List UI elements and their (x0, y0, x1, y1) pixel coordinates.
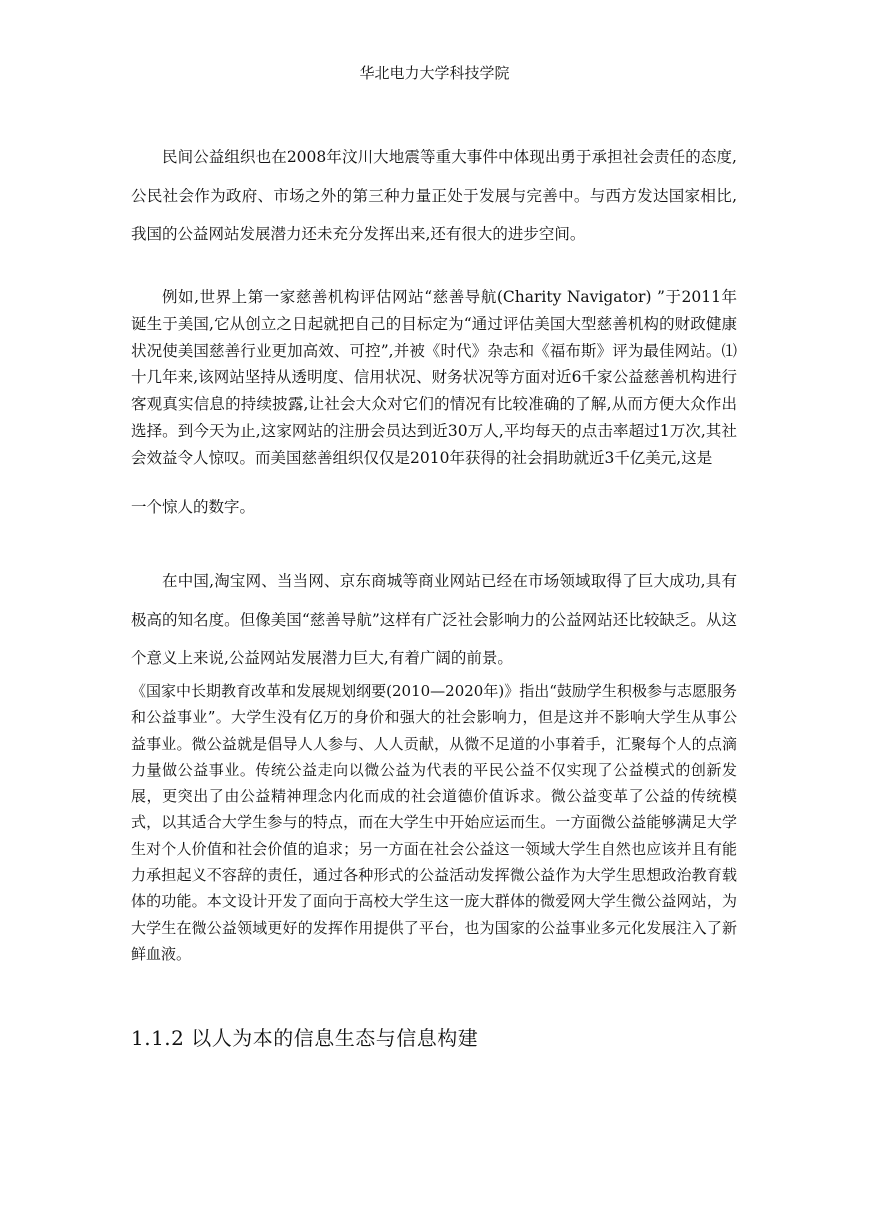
paragraph-2: 例如,世界上第一家慈善机构评估网站“慈善导航(Charity Navigator) ”于2011年诞生于美国,它从创立之日起就把自己的目标定为“通过评估美国大型慈善机构的财政健康状况使美国慈善行业更加高效、可控”,并被《时代》杂志和《福布斯》评为最佳网站。⑴十几年来,该网站坚持从透明度、信用状况、财务状况等方面对近6千家公益慈善机构进行客观真实信息的持续披露,让社会大众对它们的情况有比较准确的了解,从而方便大众作出选择。到今天为止,这家网站的注册会员达到近30万人,平均每天的点击率超过1万次,其社会效益令人惊叹。而美国慈善组织仅仅是2010年获得的社会捐助就近3千亿美元,这是 (131, 288, 737, 467)
paragraph-1: 民间公益组织也在2008年汶川大地震等重大事件中体现出勇于承担社会责任的态度,公民社会作为政府、市场之外的第三种力量正处于发展与完善中。与西方发达国家相比,我国的公益网站发展潜力还未充分发挥出来,还有很大的进步空间。 (131, 148, 737, 243)
paragraph-2-tail: 一个惊人的数字。 (131, 498, 256, 516)
paragraph-3: 在中国,淘宝网、当当网、京东商城等商业网站已经在市场领域取得了巨大成功,具有极高的知名度。但像美国“慈善导航”这样有广泛社会影响力的公益网站还比较缺乏。从这个意义上来说,公益网站发展潜力巨大,有着广阔的前景。 (131, 572, 737, 667)
section-heading: 1.1.2 以人为本的信息生态与信息构建 (131, 1026, 479, 1050)
page-header: 华北电力大学科技学院 (359, 64, 510, 82)
paragraph-4: 《国家中长期教育改革和发展规划纲要(2010—2020年)》指出“鼓励学生积极参与志愿服务和公益事业”。大学生没有亿万的身价和强大的社会影响力，但是这并不影响大学生从事公益事业。微公益就是倡导人人参与、人人贡献，从微不足道的小事着手，汇聚每个人的点滴力量做公益事业。传统公益走向以微公益为代表的平民公益不仅实现了公益模式的创新发展，更突出了由公益精神理念内化而成的社会道德价值诉求。微公益变革了公益的传统模式，以其适合大学生参与的特点，而在大学生中开始应运而生。一方面微公益能够满足大学生对个人价值和社会价值的追求；另一方面在社会公益这一领域大学生自然也应该并且有能力承担起义不容辞的责任，通过各种形式的公益活动发挥微公益作为大学生思想政治教育载体的功能。本文设计开发了面向于高校大学生这一庞大群体的微爱网大学生微公益网站，为大学生在微公益领域更好的发挥作用提供了平台，也为国家的公益事业多元化发展注入了新鲜血液。 (131, 682, 737, 963)
